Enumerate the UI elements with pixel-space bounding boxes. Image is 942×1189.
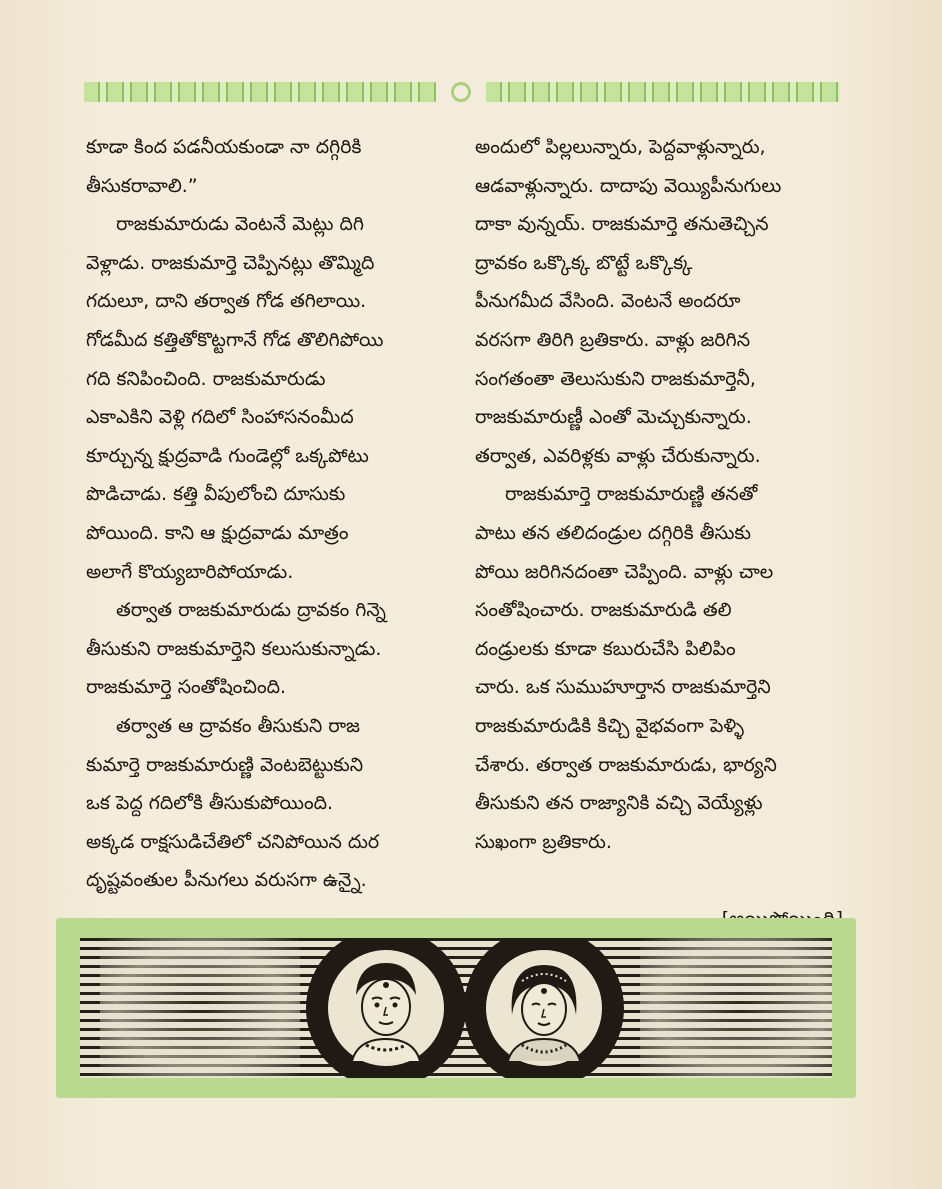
- right-text-line: తీసుకుని తన రాజ్యానికి వచ్చి వెయ్యేళ్లు: [475, 792, 763, 815]
- right-text-line: రాజకుమారుణ్ణీ ఎంతో మెచ్చుకున్నారు.: [475, 406, 752, 429]
- left-text-line: గది కనిపించింది. రాజకుమారుడు: [86, 367, 326, 390]
- left-text-line: రాజకుమారుడు వెంటనే మెట్లు దిగి: [116, 213, 364, 236]
- border-strip-left: [84, 82, 436, 102]
- left-text-line: కూర్చున్న క్షుద్రవాడి గుండెల్లో ఒక్కపోటు: [86, 444, 369, 467]
- left-text-line: వెళ్లాడు. రాజకుమార్తె చెప్పినట్లు తొమ్మిది: [86, 251, 375, 274]
- girl-portrait-medallion: [464, 938, 624, 1078]
- left-text-line: తీసుకుని రాజకుమార్తెని కలుసుకున్నాడు.: [86, 637, 382, 660]
- right-text-line: రాజకుమారుడికి కిచ్చి వైభవంగా పెళ్ళి: [475, 714, 745, 737]
- right-text-line: చారు. ఒక సుముహూర్తాన రాజకుమార్తెని: [475, 676, 771, 699]
- left-text-line: దృష్టవంతుల పీనుగలు వరుసగా ఉన్నై.: [86, 869, 367, 892]
- left-text-line: అక్కడ రాక్షసుడిచేతిలో చనిపోయిన దుర: [86, 830, 380, 853]
- right-text-line: [475, 861, 847, 900]
- right-text-line: సంగతంతా తెలుసుకుని రాజకుమార్తెనీ,: [475, 367, 756, 390]
- pattern-shade-right: [640, 938, 832, 1078]
- right-text-line: పాటు తన తలిదండ్రుల దగ్గిరికి తీసుకు: [475, 521, 751, 544]
- bottom-illustration: [56, 918, 856, 1098]
- right-text-line: దాకా వున్నయ్. రాజకుమార్తె తనుతెచ్చిన: [475, 213, 769, 236]
- right-text-line: రాజకుమార్తె రాజకుమారుణ్ణి తనతో: [505, 483, 758, 506]
- right-text-line: తర్వాత, ఎవరిళ్లకు వాళ్లు చేరుకున్నారు.: [475, 444, 761, 467]
- left-text-line: ఒక పెద్ద గదిలోకి తీసుకుపోయింది.: [86, 792, 334, 815]
- right-text-line: పోయి జరిగినదంతా చెప్పింది. వాళ్లు చాల: [475, 560, 774, 583]
- left-text-column: [86, 128, 458, 900]
- left-text-line: ఎకాఎకిని వెళ్లి గదిలో సింహాసనంమీద: [86, 406, 354, 429]
- illustration-panel: [80, 938, 832, 1078]
- right-text-line: దండ్రులకు కూడా కబురుచేసి పిలిపిం: [475, 637, 736, 660]
- girl-portrait-icon: [486, 950, 602, 1066]
- left-text-line: తర్వాత ఆ ద్రావకం తీసుకుని రాజ: [116, 714, 360, 737]
- top-decorative-border: [84, 80, 840, 104]
- right-text-line: సంతోషించారు. రాజకుమారుడి తలి: [475, 599, 732, 622]
- border-strip-right: [486, 82, 840, 102]
- boy-portrait-medallion: [306, 938, 466, 1078]
- left-text-line: గదులూ, దాని తర్వాత గోడ తగిలాయి.: [86, 290, 367, 313]
- left-text-line: తర్వాత రాజకుమారుడు ద్రావకం గిన్నె: [116, 599, 386, 622]
- left-text-line: కూడా కింద పడనీయకుండా నా దగ్గిరికి: [86, 136, 362, 158]
- left-text-line: అలాగే కొయ్యబారిపోయాడు.: [86, 560, 294, 583]
- right-text-line: సుఖంగా బ్రతికారు.: [475, 830, 612, 853]
- left-text-line: పోయింది. కాని ఆ క్షుద్రవాడు మాత్రం: [86, 521, 349, 544]
- ring-ornament-icon: [451, 82, 471, 102]
- right-text-line: ఆడవాళ్లున్నారు. దాదాపు వెయ్యిపీనుగులు: [475, 174, 782, 197]
- right-text-line: అందులో పిల్లలున్నారు, పెద్దవాళ్లున్నారు,: [475, 136, 766, 158]
- pattern-shade-left: [100, 938, 300, 1078]
- left-text-line: పొడిచాడు. కత్తి వీపులోంచి దూసుకు: [86, 483, 346, 506]
- left-text-line: కుమార్తె రాజకుమారుణ్ణి వెంటబెట్టుకుని: [86, 753, 364, 776]
- left-text-line: తీసుకరావాలి.”: [86, 174, 198, 197]
- boy-portrait-icon: [328, 950, 444, 1066]
- right-text-line: వరసగా తిరిగి బ్రతికారు. వాళ్లు జరిగిన: [475, 328, 751, 351]
- right-text-column: [475, 128, 847, 938]
- left-text-line: రాజకుమార్తె సంతోషించింది.: [86, 676, 287, 699]
- left-text-line: గోడమీద కత్తితోకొట్టగానే గోడ తొలిగిపోయి: [86, 328, 384, 351]
- right-text-line: పీనుగమీద వేసింది. వెంటనే అందరూ: [475, 290, 741, 313]
- right-text-line: చేశారు. తర్వాత రాజకుమారుడు, భార్యని: [475, 753, 777, 776]
- right-text-line: ద్రావకం ఒక్కొక్క బొట్టే ఒక్కొక్క: [475, 251, 693, 274]
